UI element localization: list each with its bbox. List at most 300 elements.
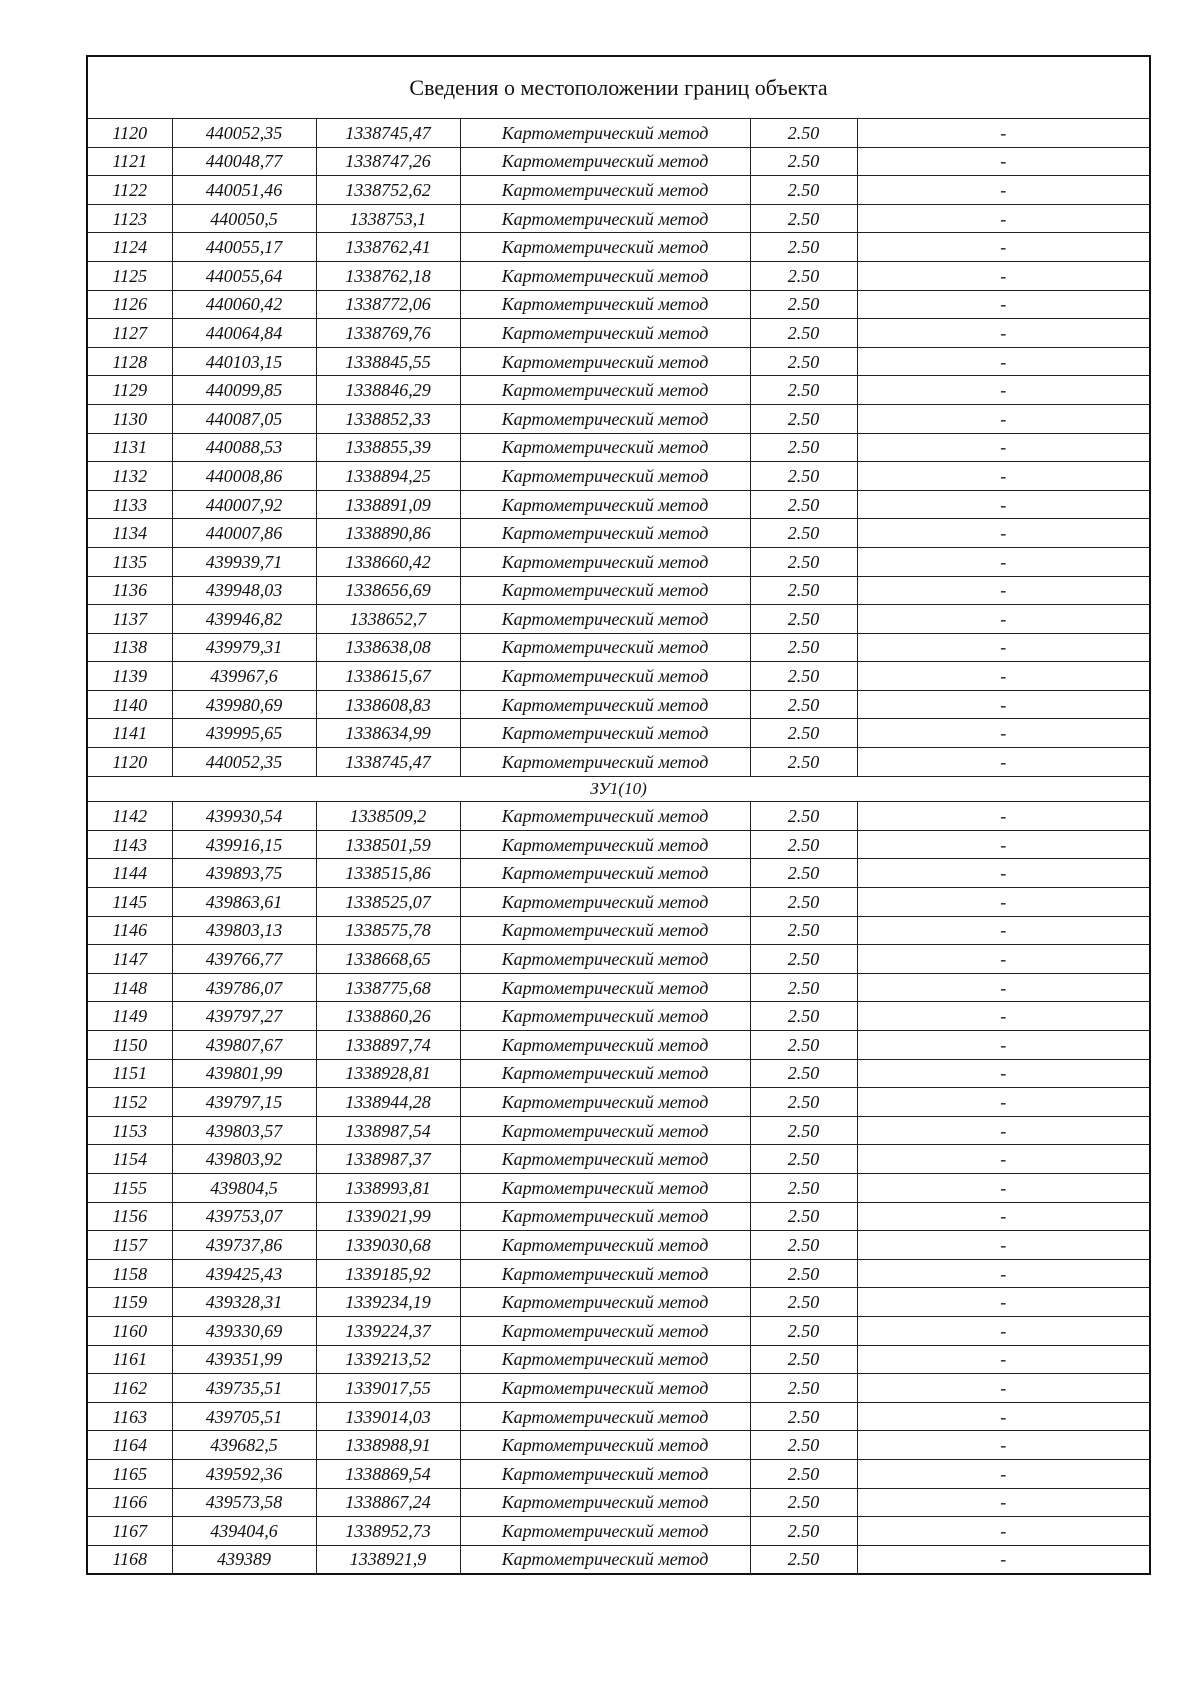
point-number-cell: 1154 (87, 1145, 172, 1174)
y-coordinate-cell: 1338952,73 (316, 1517, 460, 1546)
accuracy-cell: 2.50 (750, 690, 857, 719)
point-number-cell: 1151 (87, 1059, 172, 1088)
x-coordinate-cell: 439328,31 (172, 1288, 316, 1317)
y-coordinate-cell: 1338615,67 (316, 662, 460, 691)
x-coordinate-cell: 439979,31 (172, 633, 316, 662)
accuracy-cell: 2.50 (750, 1345, 857, 1374)
table-body (87, 56, 1150, 1574)
accuracy-cell: 2.50 (750, 1202, 857, 1231)
table-row (87, 519, 1150, 548)
y-coordinate-cell: 1338993,81 (316, 1173, 460, 1202)
y-coordinate-cell: 1338987,37 (316, 1145, 460, 1174)
description-cell: - (857, 233, 1150, 262)
description-cell: - (857, 1316, 1150, 1345)
description-cell: - (857, 916, 1150, 945)
accuracy-cell: 2.50 (750, 605, 857, 634)
y-coordinate-cell: 1338869,54 (316, 1459, 460, 1488)
description-cell: - (857, 290, 1150, 319)
accuracy-cell: 2.50 (750, 1145, 857, 1174)
y-coordinate-cell: 1338860,26 (316, 1002, 460, 1031)
point-number-cell: 1121 (87, 147, 172, 176)
accuracy-cell: 2.50 (750, 1116, 857, 1145)
point-number-cell: 1123 (87, 204, 172, 233)
x-coordinate-cell: 440055,17 (172, 233, 316, 262)
accuracy-cell: 2.50 (750, 1488, 857, 1517)
table-row (87, 1202, 1150, 1231)
point-number-cell: 1132 (87, 462, 172, 491)
table-row (87, 1231, 1150, 1260)
y-coordinate-cell: 1338772,06 (316, 290, 460, 319)
table-row (87, 319, 1150, 348)
point-number-cell: 1138 (87, 633, 172, 662)
description-cell: - (857, 576, 1150, 605)
x-coordinate-cell: 440050,5 (172, 204, 316, 233)
table-row (87, 662, 1150, 691)
method-cell: Картометрический метод (460, 519, 750, 548)
method-cell: Картометрический метод (460, 404, 750, 433)
point-number-cell: 1147 (87, 945, 172, 974)
accuracy-cell: 2.50 (750, 347, 857, 376)
y-coordinate-cell: 1338660,42 (316, 547, 460, 576)
method-cell: Картометрический метод (460, 1517, 750, 1546)
method-cell: Картометрический метод (460, 690, 750, 719)
x-coordinate-cell: 439786,07 (172, 973, 316, 1002)
description-cell: - (857, 748, 1150, 777)
y-coordinate-cell: 1338762,18 (316, 261, 460, 290)
x-coordinate-cell: 440052,35 (172, 748, 316, 777)
y-coordinate-cell: 1338634,99 (316, 719, 460, 748)
description-cell: - (857, 462, 1150, 491)
description-cell: - (857, 1145, 1150, 1174)
point-number-cell: 1143 (87, 830, 172, 859)
y-coordinate-cell: 1338890,86 (316, 519, 460, 548)
y-coordinate-cell: 1338769,76 (316, 319, 460, 348)
table-row (87, 888, 1150, 917)
table-row (87, 945, 1150, 974)
y-coordinate-cell: 1338608,83 (316, 690, 460, 719)
method-cell: Картометрический метод (460, 1002, 750, 1031)
table-row (87, 633, 1150, 662)
table-row (87, 1002, 1150, 1031)
x-coordinate-cell: 439893,75 (172, 859, 316, 888)
method-cell: Картометрический метод (460, 1316, 750, 1345)
table-row (87, 1374, 1150, 1403)
table-row (87, 830, 1150, 859)
description-cell: - (857, 945, 1150, 974)
table-row (87, 1545, 1150, 1574)
description-cell: - (857, 1002, 1150, 1031)
table-row (87, 376, 1150, 405)
x-coordinate-cell: 439948,03 (172, 576, 316, 605)
y-coordinate-cell: 1338747,26 (316, 147, 460, 176)
table-row (87, 973, 1150, 1002)
accuracy-cell: 2.50 (750, 376, 857, 405)
y-coordinate-cell: 1339021,99 (316, 1202, 460, 1231)
accuracy-cell: 2.50 (750, 945, 857, 974)
description-cell: - (857, 1231, 1150, 1260)
x-coordinate-cell: 440099,85 (172, 376, 316, 405)
method-cell: Картометрический метод (460, 1231, 750, 1260)
table-row (87, 347, 1150, 376)
x-coordinate-cell: 439404,6 (172, 1517, 316, 1546)
point-number-cell: 1156 (87, 1202, 172, 1231)
description-cell: - (857, 404, 1150, 433)
table-row (87, 690, 1150, 719)
point-number-cell: 1150 (87, 1031, 172, 1060)
x-coordinate-cell: 439735,51 (172, 1374, 316, 1403)
y-coordinate-cell: 1339234,19 (316, 1288, 460, 1317)
table-row (87, 147, 1150, 176)
table-row (87, 1402, 1150, 1431)
method-cell: Картометрический метод (460, 119, 750, 148)
y-coordinate-cell: 1338846,29 (316, 376, 460, 405)
point-number-cell: 1168 (87, 1545, 172, 1574)
description-cell: - (857, 1402, 1150, 1431)
y-coordinate-cell: 1338525,07 (316, 888, 460, 917)
point-number-cell: 1136 (87, 576, 172, 605)
point-number-cell: 1162 (87, 1374, 172, 1403)
x-coordinate-cell: 439682,5 (172, 1431, 316, 1460)
x-coordinate-cell: 440007,86 (172, 519, 316, 548)
description-cell: - (857, 547, 1150, 576)
method-cell: Картометрический метод (460, 1345, 750, 1374)
accuracy-cell: 2.50 (750, 1088, 857, 1117)
accuracy-cell: 2.50 (750, 176, 857, 205)
method-cell: Картометрический метод (460, 233, 750, 262)
x-coordinate-cell: 439946,82 (172, 605, 316, 634)
description-cell: - (857, 204, 1150, 233)
point-number-cell: 1125 (87, 261, 172, 290)
method-cell: Картометрический метод (460, 261, 750, 290)
y-coordinate-cell: 1338855,39 (316, 433, 460, 462)
method-cell: Картометрический метод (460, 1116, 750, 1145)
table-row (87, 1288, 1150, 1317)
description-cell: - (857, 433, 1150, 462)
description-cell: - (857, 1459, 1150, 1488)
y-coordinate-cell: 1338762,41 (316, 233, 460, 262)
x-coordinate-cell: 439930,54 (172, 802, 316, 831)
accuracy-cell: 2.50 (750, 1059, 857, 1088)
point-number-cell: 1152 (87, 1088, 172, 1117)
accuracy-cell: 2.50 (750, 261, 857, 290)
point-number-cell: 1139 (87, 662, 172, 691)
point-number-cell: 1148 (87, 973, 172, 1002)
accuracy-cell: 2.50 (750, 748, 857, 777)
description-cell: - (857, 1488, 1150, 1517)
method-cell: Картометрический метод (460, 490, 750, 519)
table-row (87, 176, 1150, 205)
method-cell: Картометрический метод (460, 633, 750, 662)
point-number-cell: 1144 (87, 859, 172, 888)
method-cell: Картометрический метод (460, 859, 750, 888)
description-cell: - (857, 347, 1150, 376)
point-number-cell: 1153 (87, 1116, 172, 1145)
method-cell: Картометрический метод (460, 347, 750, 376)
boundary-coordinates-table (86, 55, 1151, 1575)
method-cell: Картометрический метод (460, 433, 750, 462)
table-row (87, 1316, 1150, 1345)
x-coordinate-cell: 439766,77 (172, 945, 316, 974)
y-coordinate-cell: 1339224,37 (316, 1316, 460, 1345)
table-row (87, 1259, 1150, 1288)
x-coordinate-cell: 439592,36 (172, 1459, 316, 1488)
description-cell: - (857, 719, 1150, 748)
y-coordinate-cell: 1338891,09 (316, 490, 460, 519)
accuracy-cell: 2.50 (750, 859, 857, 888)
x-coordinate-cell: 439803,13 (172, 916, 316, 945)
y-coordinate-cell: 1338987,54 (316, 1116, 460, 1145)
table-row (87, 261, 1150, 290)
accuracy-cell: 2.50 (750, 433, 857, 462)
accuracy-cell: 2.50 (750, 1517, 857, 1546)
table-row (87, 1145, 1150, 1174)
accuracy-cell: 2.50 (750, 519, 857, 548)
x-coordinate-cell: 439801,99 (172, 1059, 316, 1088)
y-coordinate-cell: 1338515,86 (316, 859, 460, 888)
accuracy-cell: 2.50 (750, 1259, 857, 1288)
accuracy-cell: 2.50 (750, 662, 857, 691)
x-coordinate-cell: 439939,71 (172, 547, 316, 576)
table-row (87, 576, 1150, 605)
accuracy-cell: 2.50 (750, 576, 857, 605)
y-coordinate-cell: 1338752,62 (316, 176, 460, 205)
method-cell: Картометрический метод (460, 1259, 750, 1288)
y-coordinate-cell: 1338652,7 (316, 605, 460, 634)
description-cell: - (857, 802, 1150, 831)
point-number-cell: 1165 (87, 1459, 172, 1488)
y-coordinate-cell: 1338867,24 (316, 1488, 460, 1517)
point-number-cell: 1163 (87, 1402, 172, 1431)
description-cell: - (857, 1173, 1150, 1202)
x-coordinate-cell: 440088,53 (172, 433, 316, 462)
table-row (87, 1173, 1150, 1202)
accuracy-cell: 2.50 (750, 404, 857, 433)
accuracy-cell: 2.50 (750, 204, 857, 233)
accuracy-cell: 2.50 (750, 1173, 857, 1202)
description-cell: - (857, 1431, 1150, 1460)
description-cell: - (857, 1059, 1150, 1088)
x-coordinate-cell: 439995,65 (172, 719, 316, 748)
y-coordinate-cell: 1338745,47 (316, 119, 460, 148)
x-coordinate-cell: 439797,15 (172, 1088, 316, 1117)
point-number-cell: 1145 (87, 888, 172, 917)
point-number-cell: 1149 (87, 1002, 172, 1031)
method-cell: Картометрический метод (460, 802, 750, 831)
method-cell: Картометрический метод (460, 1374, 750, 1403)
accuracy-cell: 2.50 (750, 1231, 857, 1260)
description-cell: - (857, 319, 1150, 348)
description-cell: - (857, 859, 1150, 888)
x-coordinate-cell: 440060,42 (172, 290, 316, 319)
method-cell: Картометрический метод (460, 973, 750, 1002)
method-cell: Картометрический метод (460, 1431, 750, 1460)
x-coordinate-cell: 440008,86 (172, 462, 316, 491)
x-coordinate-cell: 439807,67 (172, 1031, 316, 1060)
point-number-cell: 1128 (87, 347, 172, 376)
table-row (87, 1031, 1150, 1060)
point-number-cell: 1140 (87, 690, 172, 719)
method-cell: Картометрический метод (460, 547, 750, 576)
point-number-cell: 1133 (87, 490, 172, 519)
point-number-cell: 1159 (87, 1288, 172, 1317)
accuracy-cell: 2.50 (750, 802, 857, 831)
y-coordinate-cell: 1338852,33 (316, 404, 460, 433)
point-number-cell: 1167 (87, 1517, 172, 1546)
description-cell: - (857, 830, 1150, 859)
point-number-cell: 1158 (87, 1259, 172, 1288)
method-cell: Картометрический метод (460, 147, 750, 176)
x-coordinate-cell: 439803,57 (172, 1116, 316, 1145)
accuracy-cell: 2.50 (750, 1374, 857, 1403)
y-coordinate-cell: 1338944,28 (316, 1088, 460, 1117)
accuracy-cell: 2.50 (750, 1316, 857, 1345)
description-cell: - (857, 690, 1150, 719)
point-number-cell: 1130 (87, 404, 172, 433)
y-coordinate-cell: 1338775,68 (316, 973, 460, 1002)
point-number-cell: 1122 (87, 176, 172, 205)
accuracy-cell: 2.50 (750, 462, 857, 491)
table-row (87, 433, 1150, 462)
x-coordinate-cell: 439797,27 (172, 1002, 316, 1031)
x-coordinate-cell: 439980,69 (172, 690, 316, 719)
y-coordinate-cell: 1338928,81 (316, 1059, 460, 1088)
point-number-cell: 1131 (87, 433, 172, 462)
method-cell: Картометрический метод (460, 176, 750, 205)
section-row (87, 776, 1150, 802)
description-cell: - (857, 261, 1150, 290)
point-number-cell: 1166 (87, 1488, 172, 1517)
table-row (87, 290, 1150, 319)
method-cell: Картометрический метод (460, 204, 750, 233)
method-cell: Картометрический метод (460, 1459, 750, 1488)
method-cell: Картометрический метод (460, 1288, 750, 1317)
point-number-cell: 1146 (87, 916, 172, 945)
description-cell: - (857, 888, 1150, 917)
description-cell: - (857, 147, 1150, 176)
x-coordinate-cell: 439573,58 (172, 1488, 316, 1517)
method-cell: Картометрический метод (460, 1545, 750, 1574)
description-cell: - (857, 1116, 1150, 1145)
x-coordinate-cell: 440052,35 (172, 119, 316, 148)
table-row (87, 605, 1150, 634)
method-cell: Картометрический метод (460, 748, 750, 777)
table-row (87, 719, 1150, 748)
table-row (87, 1345, 1150, 1374)
accuracy-cell: 2.50 (750, 119, 857, 148)
table-row (87, 1088, 1150, 1117)
description-cell: - (857, 1374, 1150, 1403)
description-cell: - (857, 490, 1150, 519)
y-coordinate-cell: 1339185,92 (316, 1259, 460, 1288)
y-coordinate-cell: 1339213,52 (316, 1345, 460, 1374)
y-coordinate-cell: 1339014,03 (316, 1402, 460, 1431)
x-coordinate-cell: 439330,69 (172, 1316, 316, 1345)
description-cell: - (857, 519, 1150, 548)
description-cell: - (857, 973, 1150, 1002)
accuracy-cell: 2.50 (750, 830, 857, 859)
point-number-cell: 1155 (87, 1173, 172, 1202)
accuracy-cell: 2.50 (750, 1031, 857, 1060)
description-cell: - (857, 176, 1150, 205)
y-coordinate-cell: 1338668,65 (316, 945, 460, 974)
accuracy-cell: 2.50 (750, 916, 857, 945)
description-cell: - (857, 1545, 1150, 1574)
accuracy-cell: 2.50 (750, 490, 857, 519)
point-number-cell: 1137 (87, 605, 172, 634)
table-title-row (87, 56, 1150, 119)
y-coordinate-cell: 1338894,25 (316, 462, 460, 491)
x-coordinate-cell: 439916,15 (172, 830, 316, 859)
table-row (87, 859, 1150, 888)
method-cell: Картометрический метод (460, 830, 750, 859)
method-cell: Картометрический метод (460, 1145, 750, 1174)
table-row (87, 1488, 1150, 1517)
method-cell: Картометрический метод (460, 605, 750, 634)
method-cell: Картометрический метод (460, 319, 750, 348)
description-cell: - (857, 1517, 1150, 1546)
point-number-cell: 1126 (87, 290, 172, 319)
table-row (87, 1459, 1150, 1488)
method-cell: Картометрический метод (460, 888, 750, 917)
point-number-cell: 1164 (87, 1431, 172, 1460)
point-number-cell: 1142 (87, 802, 172, 831)
x-coordinate-cell: 440103,15 (172, 347, 316, 376)
method-cell: Картометрический метод (460, 1173, 750, 1202)
accuracy-cell: 2.50 (750, 290, 857, 319)
method-cell: Картометрический метод (460, 1202, 750, 1231)
method-cell: Картометрический метод (460, 290, 750, 319)
accuracy-cell: 2.50 (750, 1431, 857, 1460)
point-number-cell: 1161 (87, 1345, 172, 1374)
point-number-cell: 1157 (87, 1231, 172, 1260)
y-coordinate-cell: 1339030,68 (316, 1231, 460, 1260)
accuracy-cell: 2.50 (750, 147, 857, 176)
y-coordinate-cell: 1338638,08 (316, 633, 460, 662)
x-coordinate-cell: 440048,77 (172, 147, 316, 176)
y-coordinate-cell: 1338656,69 (316, 576, 460, 605)
x-coordinate-cell: 439425,43 (172, 1259, 316, 1288)
table-row (87, 547, 1150, 576)
description-cell: - (857, 1259, 1150, 1288)
accuracy-cell: 2.50 (750, 888, 857, 917)
y-coordinate-cell: 1338575,78 (316, 916, 460, 945)
method-cell: Картометрический метод (460, 1402, 750, 1431)
description-cell: - (857, 1031, 1150, 1060)
method-cell: Картометрический метод (460, 719, 750, 748)
y-coordinate-cell: 1338988,91 (316, 1431, 460, 1460)
x-coordinate-cell: 439389 (172, 1545, 316, 1574)
description-cell: - (857, 1088, 1150, 1117)
point-number-cell: 1129 (87, 376, 172, 405)
y-coordinate-cell: 1338501,59 (316, 830, 460, 859)
table-row (87, 1059, 1150, 1088)
x-coordinate-cell: 440087,05 (172, 404, 316, 433)
x-coordinate-cell: 439863,61 (172, 888, 316, 917)
x-coordinate-cell: 439804,5 (172, 1173, 316, 1202)
x-coordinate-cell: 439803,92 (172, 1145, 316, 1174)
point-number-cell: 1135 (87, 547, 172, 576)
accuracy-cell: 2.50 (750, 1545, 857, 1574)
accuracy-cell: 2.50 (750, 319, 857, 348)
x-coordinate-cell: 439753,07 (172, 1202, 316, 1231)
table-row (87, 916, 1150, 945)
section-label: ЗУ1(10) (87, 776, 1150, 802)
table-row (87, 119, 1150, 148)
table-row (87, 802, 1150, 831)
description-cell: - (857, 376, 1150, 405)
description-cell: - (857, 1288, 1150, 1317)
x-coordinate-cell: 440051,46 (172, 176, 316, 205)
